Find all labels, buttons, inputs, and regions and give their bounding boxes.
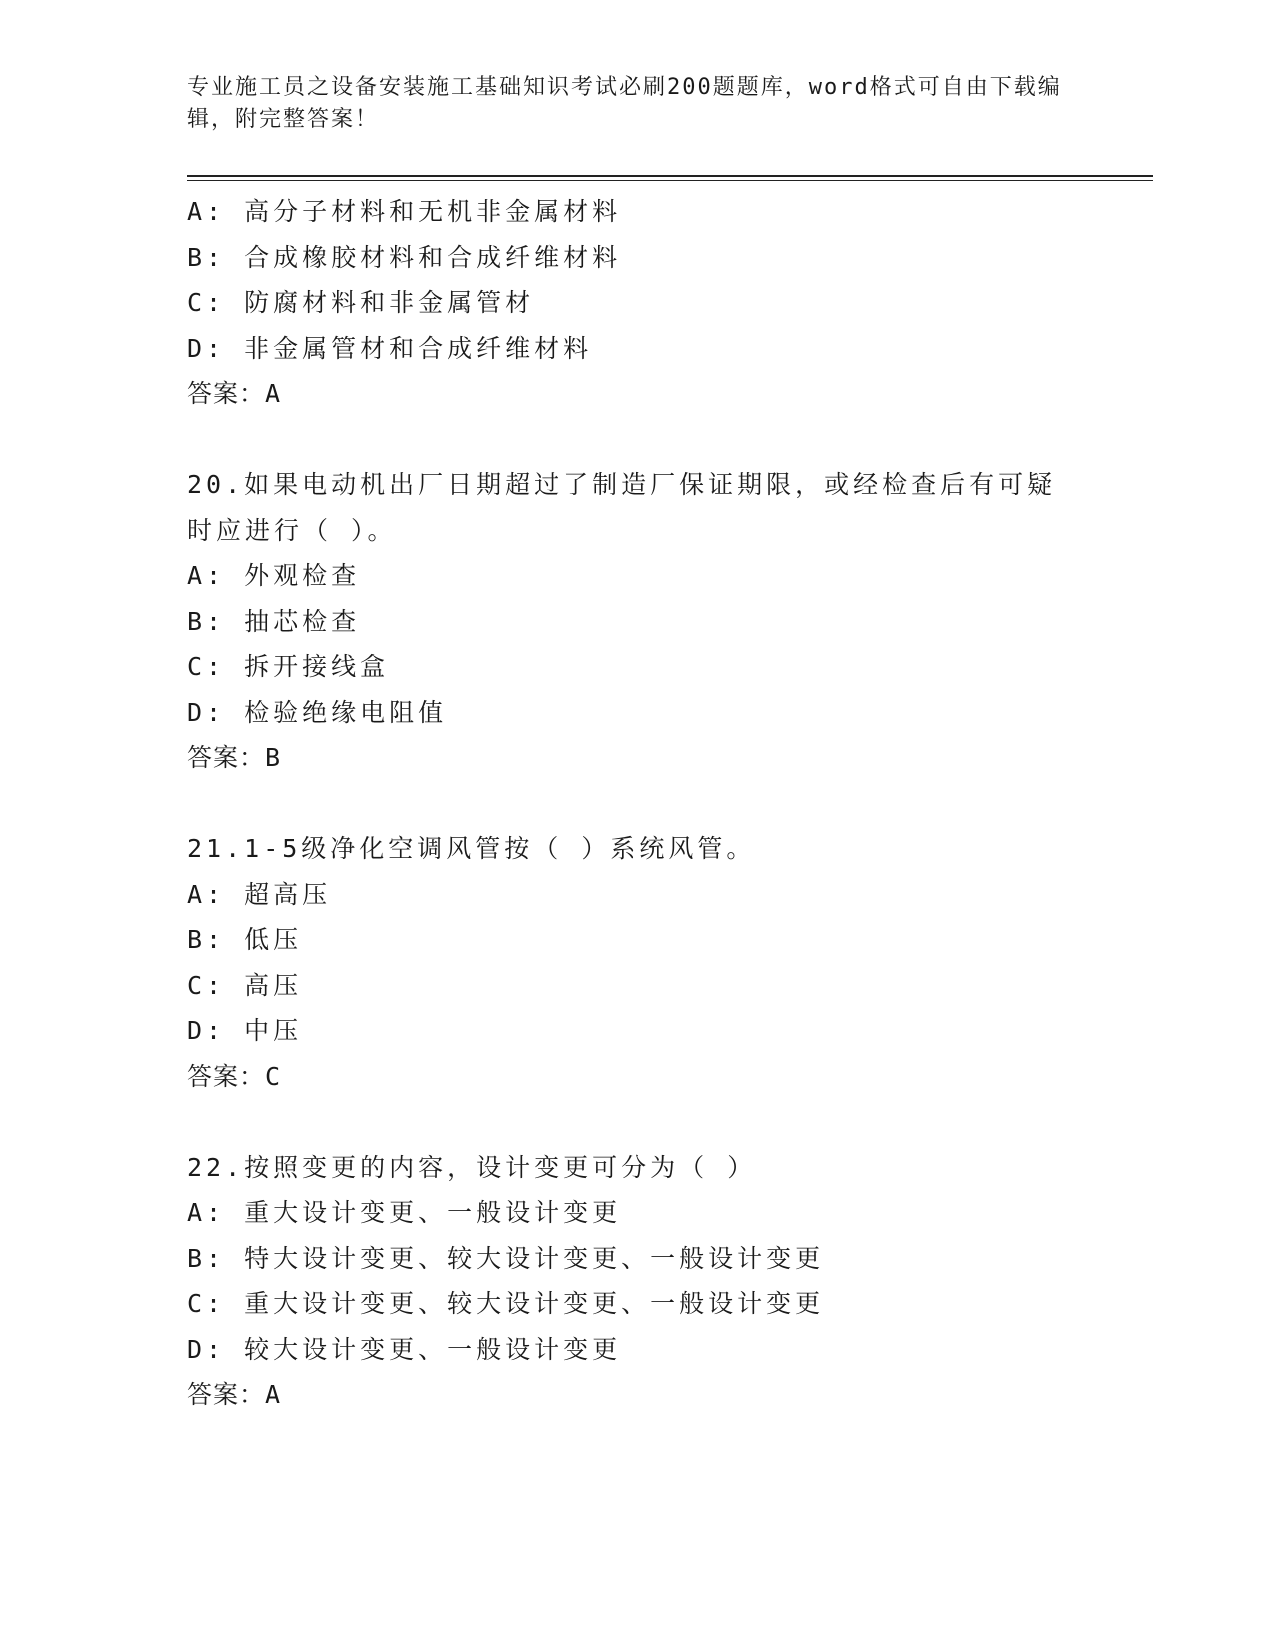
option-a: A: 高分子材料和无机非金属材料	[187, 197, 622, 226]
answer-value: A	[265, 1380, 282, 1409]
option-c: C: 重大设计变更、较大设计变更、一般设计变更	[187, 1289, 825, 1318]
option-c: C: 拆开接线盒	[187, 652, 390, 681]
spacer	[187, 781, 1087, 827]
option-d: D: 非金属管材和合成纤维材料	[187, 333, 593, 363]
document-title: 专业施工员之设备安装施工基础知识考试必刷200题题库，word格式可自由下载编辑，附完整答案！	[187, 75, 1062, 132]
question-text: 20.如果电动机出厂日期超过了制造厂保证期限，或经检查后有可疑时应进行（ ）。	[187, 470, 1057, 545]
option-d: D: 中压	[187, 1016, 303, 1045]
answer-value: B	[265, 743, 282, 772]
question-21	[187, 826, 1087, 1099]
option-b: B: 低压	[187, 925, 303, 954]
answer-value: A	[265, 379, 282, 408]
answer-label: 答案：	[187, 1380, 266, 1409]
header-rule-thick	[187, 175, 1153, 177]
option-d: D: 较大设计变更、一般设计变更	[187, 1334, 622, 1364]
answer-line	[187, 735, 1087, 781]
option-b: B: 合成橡胶材料和合成纤维材料	[187, 242, 622, 272]
answer-label: 答案：	[187, 1061, 266, 1091]
question-list	[187, 189, 1087, 1418]
question-text: 22.按照变更的内容，设计变更可分为（ ）	[187, 1152, 757, 1182]
option-a: A: 外观检查	[187, 561, 361, 590]
spacer	[187, 1099, 1087, 1145]
spacer	[187, 417, 1087, 463]
answer-value: C	[265, 1061, 282, 1091]
question-22	[187, 1145, 1087, 1418]
option-a: A: 超高压	[187, 879, 332, 909]
question-20	[187, 462, 1087, 781]
answer-line	[187, 1054, 1087, 1100]
option-a: A: 重大设计变更、一般设计变更	[187, 1198, 622, 1227]
question-19-continued	[187, 189, 1087, 417]
option-d: D: 检验绝缘电阻值	[187, 697, 448, 727]
option-b: B: 抽芯检查	[187, 606, 361, 636]
option-b: B: 特大设计变更、较大设计变更、一般设计变更	[187, 1243, 825, 1273]
answer-line	[187, 371, 1087, 417]
header-rule-thin	[187, 180, 1153, 181]
answer-label: 答案：	[187, 743, 266, 772]
answer-label: 答案：	[187, 379, 266, 408]
option-c: C: 高压	[187, 970, 303, 1000]
question-text: 21.1-5级净化空调风管按（ ）系统风管。	[187, 834, 756, 863]
answer-line	[187, 1372, 1087, 1418]
option-c: C: 防腐材料和非金属管材	[187, 288, 535, 317]
